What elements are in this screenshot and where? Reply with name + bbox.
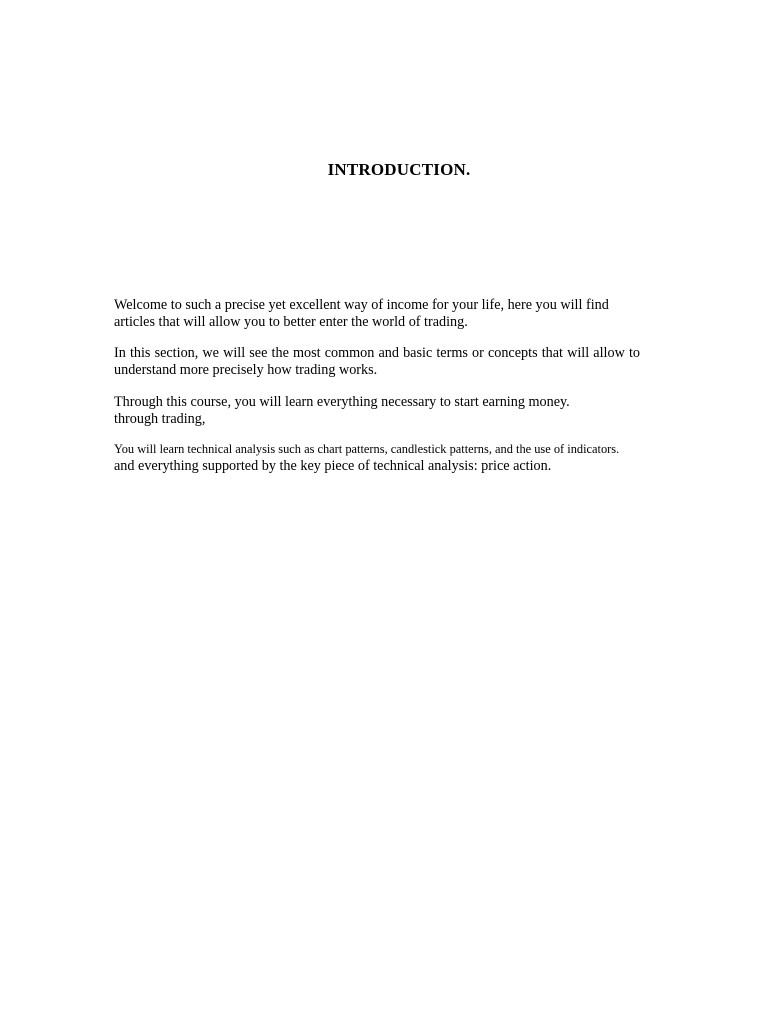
course-line-2: through trading, (114, 411, 206, 427)
intro-paragraph-course (114, 394, 640, 428)
analysis-line-1: You will learn technical analysis such as chart patterns, candlestick patterns, and the use of indicators. (114, 442, 620, 456)
intro-paragraph-section: In this section, we will see the most common and basic terms or concepts that will allow to understand more precisely how trading works. (114, 345, 640, 378)
course-line-1: Through this course, you will learn everything necessary to start earning money. (114, 394, 570, 410)
analysis-line-2: and everything supported by the key piece of technical analysis: price action. (114, 458, 552, 474)
welcome-line-2: articles that will allow you to better enter the world of trading. (114, 314, 468, 330)
intro-paragraph-technical-analysis (114, 441, 640, 458)
intro-paragraph-price-action (114, 458, 640, 475)
page-title: INTRODUCTION. (327, 160, 471, 179)
welcome-line-1: Welcome to such a precise yet excellent way of income for your life, here you will find (114, 297, 609, 313)
intro-paragraph-welcome (114, 297, 640, 331)
